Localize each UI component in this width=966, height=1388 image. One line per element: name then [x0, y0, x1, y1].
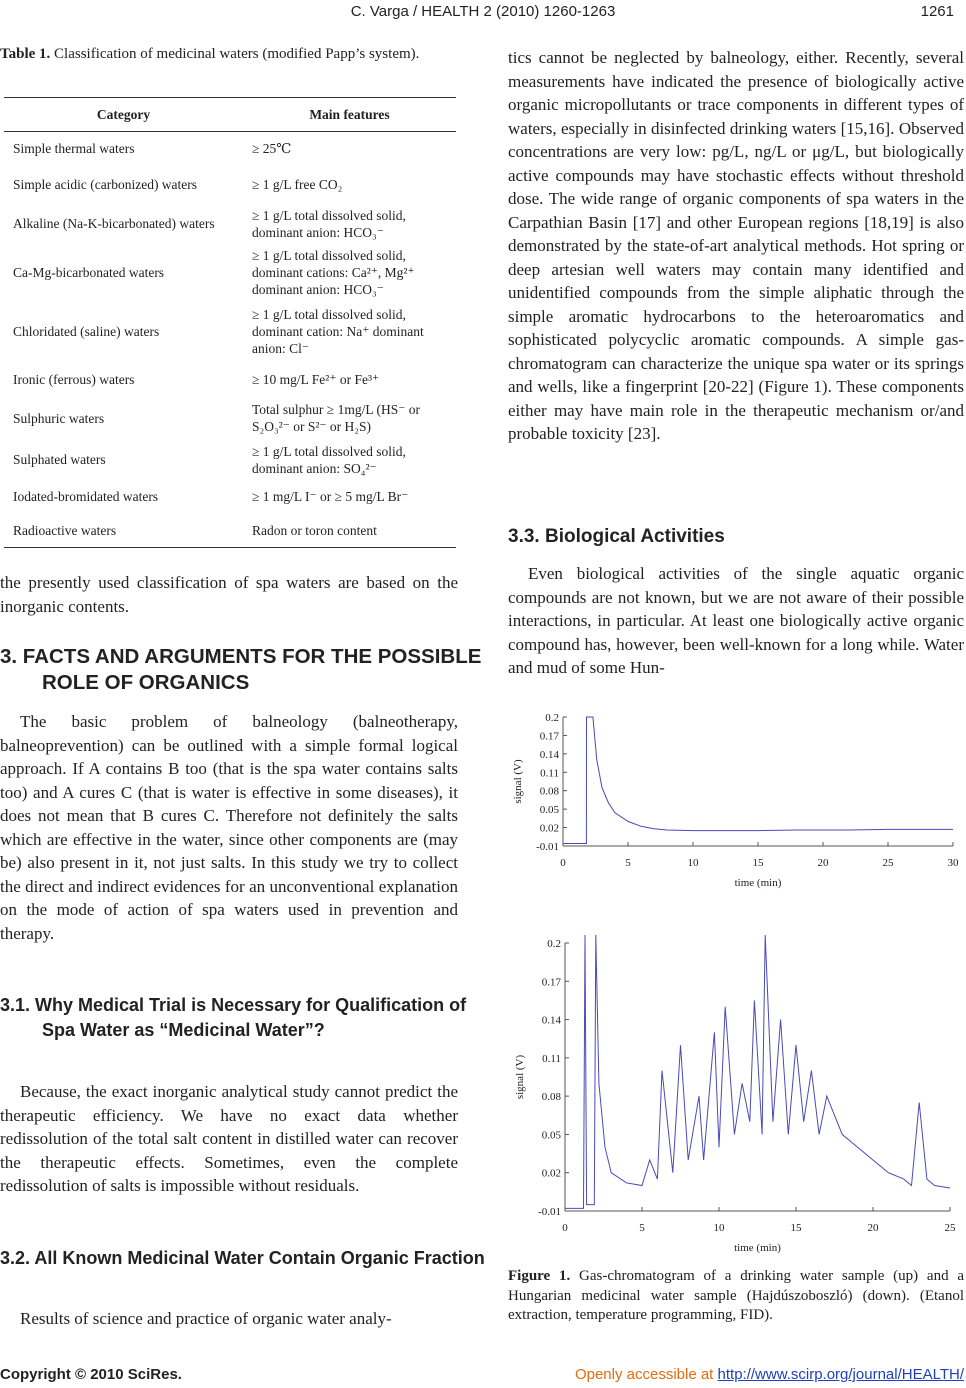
chromatogram-top: [495, 705, 965, 905]
table-caption: [0, 45, 458, 64]
x-axis-label: time (min): [734, 877, 782, 889]
subsection-heading: 3.1. Why Medical Trial is Necessary for Qualification of Spa Water as “Medicinal Water”?: [0, 995, 467, 1040]
y-tick-label: 0.14: [541, 1014, 561, 1027]
running-title: C. Varga / HEALTH 2 (2010) 1260-1263: [350, 3, 616, 20]
table-cell-category: Sulphuric waters: [13, 410, 105, 426]
table-cell-features: ≥ 1 g/L total dissolved solid, dominant cation: Na⁺ dominant anion: Cl⁻: [252, 307, 424, 356]
subsection-heading: 3.3. Biological Activities: [508, 526, 725, 547]
series-line: [565, 935, 950, 1208]
left-paragraph-2-block: [0, 1080, 458, 1198]
y-tick-label: 0.08: [539, 785, 559, 798]
x-tick-label: 20: [817, 857, 829, 869]
x-tick-label: 10: [687, 857, 699, 869]
x-tick-label: 0: [562, 1222, 568, 1234]
classification-table: [4, 97, 456, 548]
figure-caption-label: Figure 1.: [508, 1268, 571, 1284]
x-tick-label: 5: [625, 857, 631, 869]
table-cell-category: Sulphated waters: [13, 452, 106, 467]
x-tick-label: 20: [867, 1222, 879, 1234]
table-cell-category: Simple thermal waters: [13, 140, 135, 156]
table-cell-features: ≥ 1 g/L total dissolved solid, dominant cations: Ca²⁺, Mg²⁺ dominant anion: HCO₃⁻: [252, 248, 415, 297]
footer-copyright: Copyright © 2010 SciRes.: [0, 1366, 182, 1383]
table-cell-category: Alkaline (Na-K-bicarbonated) waters: [13, 216, 215, 231]
table-header-category: Category: [4, 98, 243, 132]
y-axis-label: signal (V): [514, 1054, 526, 1100]
chromatogram-bottom: [495, 925, 965, 1260]
table-cell-features: ≥ 1 g/L total dissolved solid, dominant anion: HCO₃⁻: [252, 207, 406, 240]
paragraph: Because, the exact inorganic analytical study cannot predict the therapeutic efficiency. We have no exact data whether redissolution of the total salt content in distilled water can recover the therapeutic effects. Sometimes, even the complete redissolution of salts is impossible without residuals.: [0, 1082, 458, 1195]
x-tick-label: 15: [752, 857, 764, 869]
right-paragraph-4-block: [508, 46, 964, 446]
table-cell-features: Total sulphur ≥ 1mg/L (HS⁻ or S₂O₃²⁻ or S²⁻ or H₂S): [252, 402, 420, 434]
table-row: [4, 204, 456, 244]
table-cell-features: ≥ 1 mg/L I⁻ or ≥ 5 mg/L Br⁻: [252, 489, 409, 504]
table-row: [4, 302, 456, 362]
paragraph: tics cannot be neglected by balneology, either. Recently, several measurements have indicated the presence of biologically active organic micropollutants or trace components in different types of waters, especially in disinfected drinking waters [15,16]. Observed concentrations are very low: pg/L, ng/L or μg/L, but biologically active compounds may have stochastic effects without threshold dose. The wide range of organic components of spa waters in the Carpathian Basin [17] and other European regions [18,19] is also demonstrated by the state-of-art analytical methods. Hot spring or deep artesian well waters may contain many identified and unidentified compounds from the simple aliphatic through the simple aromatic hydrocarbons to the heteroaromatics and sophisticated polycyclic aromatic compounds. A simple gas-chromatogram can characterize the unique spa water or its springs and wells, like a fingerprint [20-22] (Figure 1). These components either may have main role in the therapeutic mechanism or/and probable toxicity [23].: [508, 48, 964, 443]
x-tick-label: 30: [947, 857, 959, 869]
y-tick-label: 0.05: [541, 1129, 561, 1142]
y-axis-label: signal (V): [512, 759, 524, 804]
page-number: 1261: [920, 3, 954, 20]
table-cell-category: Chloridated (saline) waters: [13, 324, 160, 339]
y-tick-label: 0.02: [539, 822, 559, 835]
y-tick-label: 0.17: [541, 976, 561, 989]
table-cell-category: Ca-Mg-bicarbonated waters: [13, 265, 165, 280]
section-heading: 3. FACTS AND ARGUMENTS FOR THE POSSIBLE ROLE OF ORGANICS: [0, 645, 482, 694]
left-paragraph-1-block: [0, 710, 458, 945]
y-tick-label: 0.11: [540, 767, 559, 780]
y-tick-label: 0.05: [539, 804, 559, 817]
x-tick-label: 25: [882, 857, 894, 869]
table-caption-text: Classification of medicinal waters (modified Papp’s system).: [50, 46, 420, 62]
y-tick-label: -0.01: [538, 1206, 561, 1218]
paragraph: Results of science and practice of organic water analy-: [20, 1309, 392, 1328]
y-tick-label: 0.14: [539, 748, 559, 761]
left-paragraph-0-block: [0, 571, 458, 618]
figure-caption-text: Gas-chromatogram of a drinking water sample (up) and a Hungarian medicinal water sample (Hajdúszoboszló) (down). (Etanol extraction, temperature programming, FID).: [508, 1268, 964, 1323]
table-cell-category: Iodated-bromidated waters: [13, 489, 159, 504]
x-tick-label: 25: [944, 1222, 956, 1234]
y-tick-label: 0.08: [541, 1091, 561, 1104]
table-cell-category: Ironic (ferrous) waters: [13, 371, 135, 387]
figure-caption: [508, 1267, 964, 1326]
table-cell-category: Simple acidic (carbonized) waters: [13, 176, 198, 192]
y-tick-label: 0.2: [547, 938, 561, 950]
y-tick-label: 0.17: [539, 730, 559, 743]
table-row: [4, 244, 456, 302]
footer-open-label: Openly accessible at: [574, 1366, 718, 1383]
x-tick-label: 5: [639, 1222, 645, 1234]
y-tick-label: 0.02: [541, 1167, 561, 1180]
table-header-features: Main features: [243, 98, 456, 132]
subsection-heading: 3.2. All Known Medicinal Water Contain Organic Fraction: [0, 1248, 485, 1268]
right-paragraph-5-block: [508, 562, 964, 680]
y-tick-label: 0.2: [545, 712, 559, 724]
y-tick-label: -0.01: [536, 841, 559, 853]
table-row: [4, 440, 456, 480]
series-line: [563, 717, 953, 844]
table-cell-features: ≥ 10 mg/L Fe²⁺ or Fe³⁺: [252, 371, 380, 387]
table-cell-category: Radioactive waters: [4, 514, 243, 548]
paragraph: Even biological activities of the single aquatic organic compounds are not known, but we are not aware of their possible interactions, in particular. At least one biologically active organic compound has, however, been well-known for a long while. Water and mud of some Hun-: [508, 564, 964, 677]
table-cell-features: ≥ 1 g/L free CO₂: [252, 176, 343, 192]
table-row: [4, 362, 456, 397]
table-row: [4, 514, 456, 548]
paragraph: the presently used classification of spa waters are based on the inorganic contents.: [0, 573, 458, 616]
y-tick-label: 0.11: [542, 1052, 561, 1065]
x-axis-label: time (min): [734, 1242, 781, 1254]
table-row: [4, 132, 456, 165]
table-cell-features: ≥ 1 g/L total dissolved solid, dominant anion: SO₄²⁻: [252, 443, 406, 476]
table-row: [4, 397, 456, 440]
left-paragraph-3-block: [0, 1307, 458, 1331]
x-tick-label: 15: [790, 1222, 802, 1234]
journal-link[interactable]: http://www.scirp.org/journal/HEALTH/: [717, 1366, 964, 1383]
table-caption-label: Table 1.: [0, 46, 51, 62]
table-row: [4, 480, 456, 514]
table-row: [4, 165, 456, 204]
table-cell-features: Radon or toron content: [243, 514, 456, 548]
table-cell-features: ≥ 25℃: [252, 140, 292, 156]
x-tick-label: 0: [560, 857, 566, 869]
footer-access: [575, 1366, 964, 1383]
x-tick-label: 10: [713, 1222, 725, 1234]
paragraph: The basic problem of balneology (balneotherapy, balneoprevention) can be outlined with a simple formal logical approach. If A contains B too (that is the spa water contains salts too) and A cures C (that is water is effective in some diseases), it does not mean that B cures C. Therefore not definitely the salts which are effective in the water, since other components are (may be) also present in it, not just salts. In this study we try to collect the direct and indirect evidences for an unconventional explanation on the mode of action of spa waters used in prevention and therapy.: [0, 712, 458, 943]
